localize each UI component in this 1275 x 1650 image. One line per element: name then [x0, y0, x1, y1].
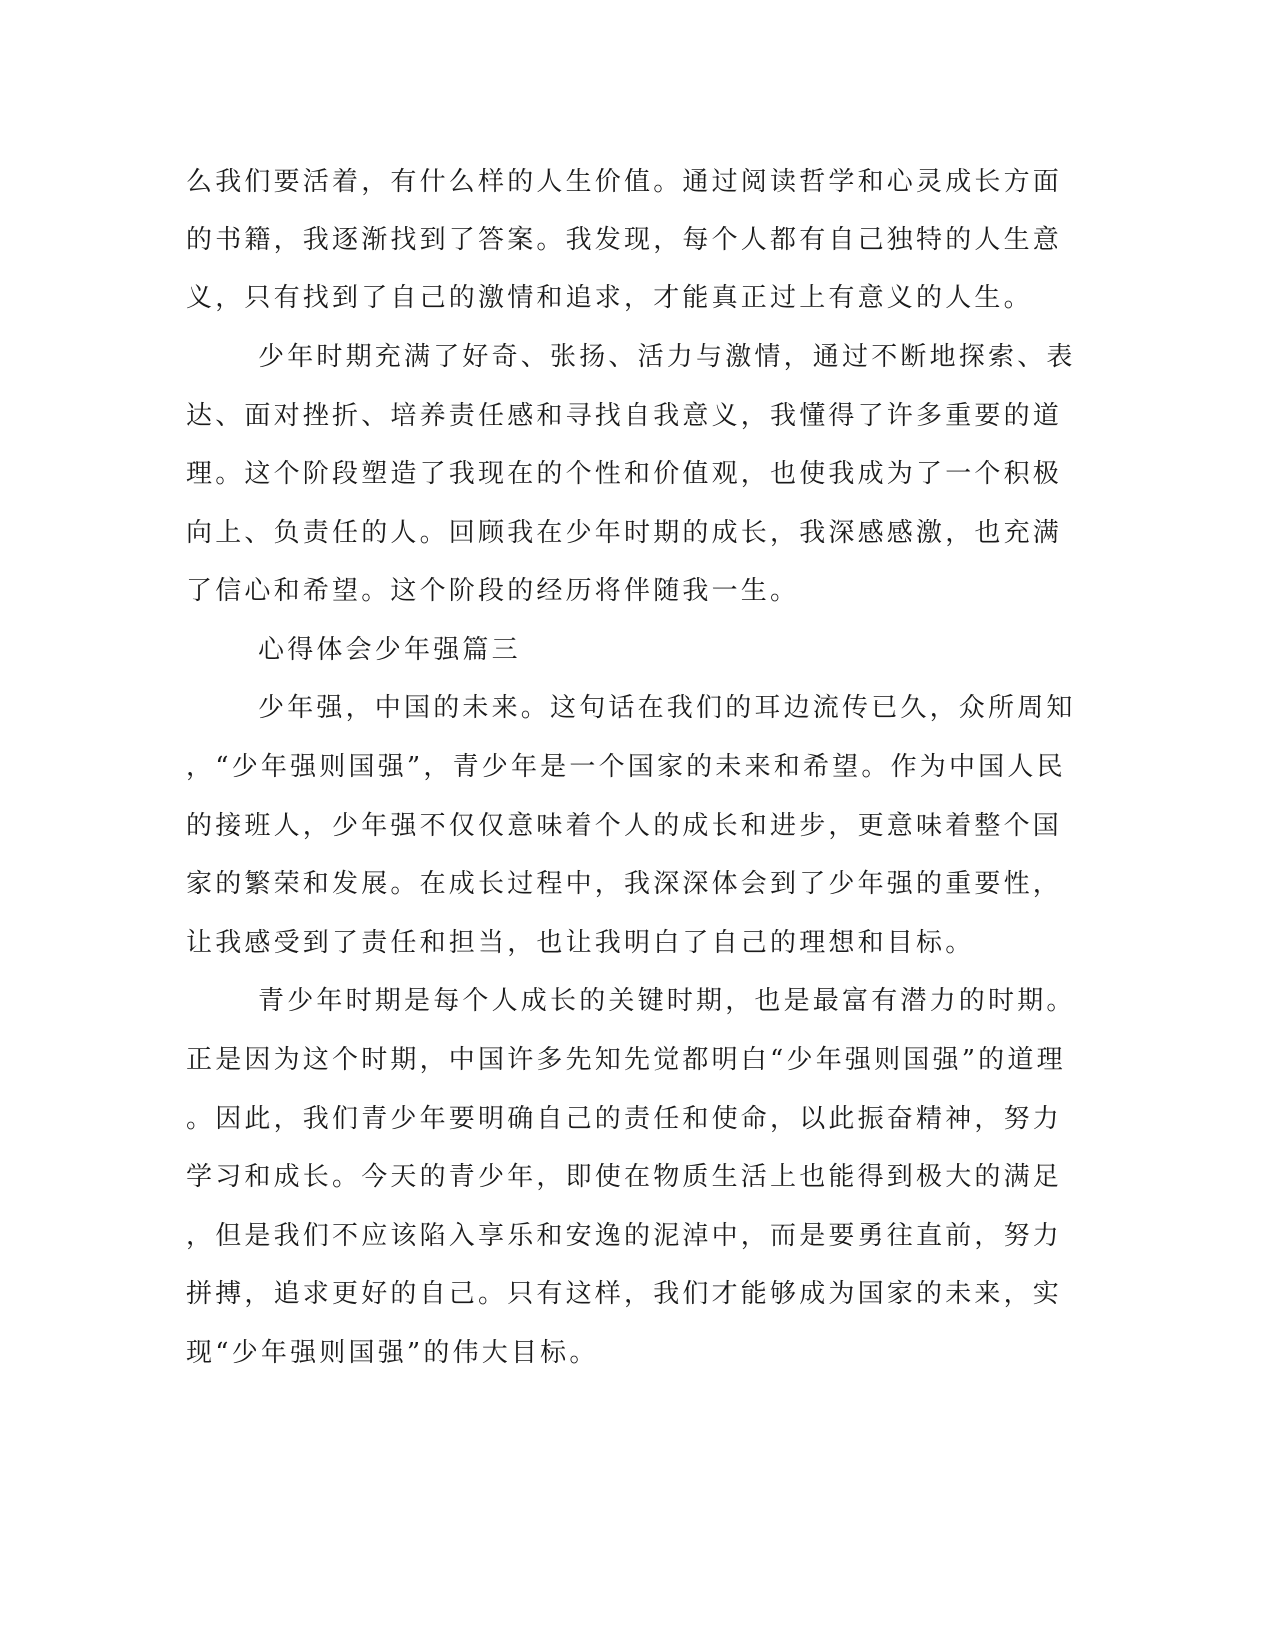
- text-line: ，但是我们不应该陷入享乐和安逸的泥淖中，而是要勇往直前，努力: [186, 1221, 1063, 1251]
- paragraph-first-line: 少年时期充满了好奇、张扬、活力与激情，通过不断地探索、表: [258, 342, 1076, 372]
- text-line: 理。这个阶段塑造了我现在的个性和价值观，也使我成为了一个积极: [186, 459, 1063, 489]
- paragraph-first-line: 少年强，中国的未来。这句话在我们的耳边流传已久，众所周知: [258, 693, 1076, 723]
- text-line: 让我感受到了责任和担当，也让我明白了自己的理想和目标。: [186, 928, 975, 958]
- text-line: 家的繁荣和发展。在成长过程中，我深深体会到了少年强的重要性，: [186, 869, 1063, 899]
- text-line: 向上、负责任的人。回顾我在少年时期的成长，我深感感激，也充满: [186, 518, 1063, 548]
- text-line: ，“少年强则国强”，青少年是一个国家的未来和希望。作为中国人民: [186, 752, 1066, 782]
- section-heading: 心得体会少年强篇三: [258, 635, 521, 665]
- text-line: 。因此，我们青少年要明确自己的责任和使命，以此振奋精神，努力: [186, 1104, 1063, 1134]
- text-line: 正是因为这个时期，中国许多先知先觉都明白“少年强则国强”的道理: [186, 1045, 1066, 1075]
- text-line: 了信心和希望。这个阶段的经历将伴随我一生。: [186, 576, 800, 606]
- text-line: 达、面对挫折、培养责任感和寻找自我意义，我懂得了许多重要的道: [186, 401, 1063, 431]
- paragraph-first-line: 青少年时期是每个人成长的关键时期，也是最富有潜力的时期。: [258, 986, 1076, 1016]
- text-line: 么我们要活着，有什么样的人生价值。通过阅读哲学和心灵成长方面: [186, 167, 1063, 197]
- text-line: 的书籍，我逐渐找到了答案。我发现，每个人都有自己独特的人生意: [186, 225, 1063, 255]
- text-line: 现“少年强则国强”的伟大目标。: [186, 1338, 599, 1368]
- text-line: 义，只有找到了自己的激情和追求，才能真正过上有意义的人生。: [186, 283, 1033, 313]
- text-line: 拼搏，追求更好的自己。只有这样，我们才能够成为国家的未来，实: [186, 1279, 1063, 1309]
- text-line: 的接班人，少年强不仅仅意味着个人的成长和进步，更意味着整个国: [186, 811, 1063, 841]
- text-line: 学习和成长。今天的青少年，即使在物质生活上也能得到极大的满足: [186, 1162, 1063, 1192]
